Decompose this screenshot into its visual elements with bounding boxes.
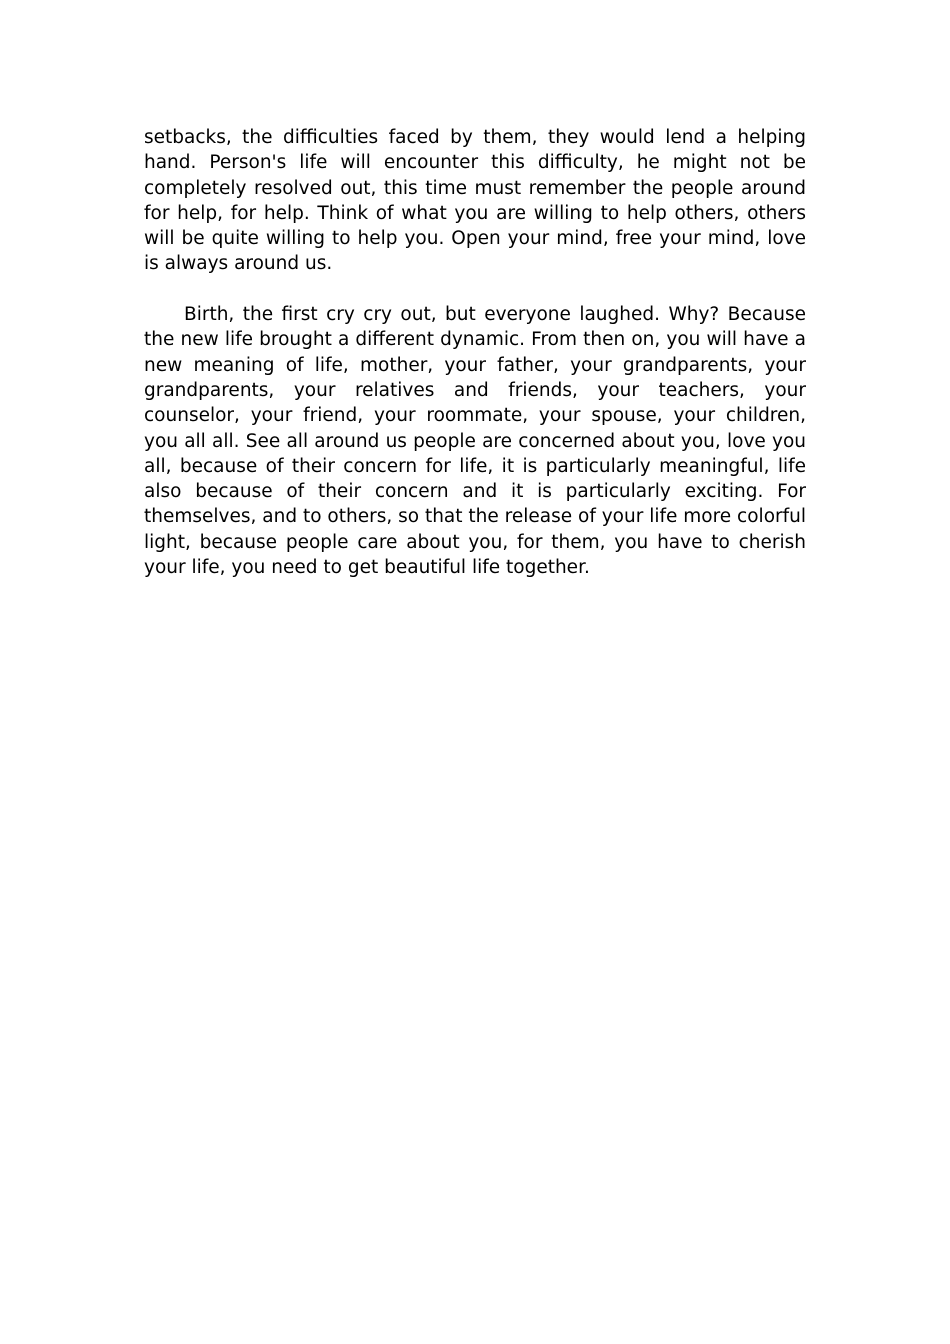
paragraph-1: setbacks, the difficulties faced by them, they would lend a helping hand. Person's life will encounter this difficulty, he might not be completely resolved out, this time must remember the people around for help, for help. Think of what you are willing to help others, others will be quite willing to help you. Open your mind, free your mind, love is always around us.: [144, 127, 806, 275]
body-text: [144, 125, 806, 580]
paragraph-2: Birth, the first cry cry out, but everyone laughed. Why? Because the new life brought a different dynamic. From then on, you will have a new meaning of life, mother, your father, your grandparents, your grandparents, your relatives and friends, your teachers, your counselor, your friend, your roommate, your spouse, your children, you all all. See all around us people are concerned about you, love you all, because of their concern for life, it is particularly meaningful, life also because of their concern and it is particularly exciting. For themselves, and to others, so that the release of your life more colorful light, because people care about you, for them, you have to cherish your life, you need to get beautiful life together.: [144, 304, 806, 579]
